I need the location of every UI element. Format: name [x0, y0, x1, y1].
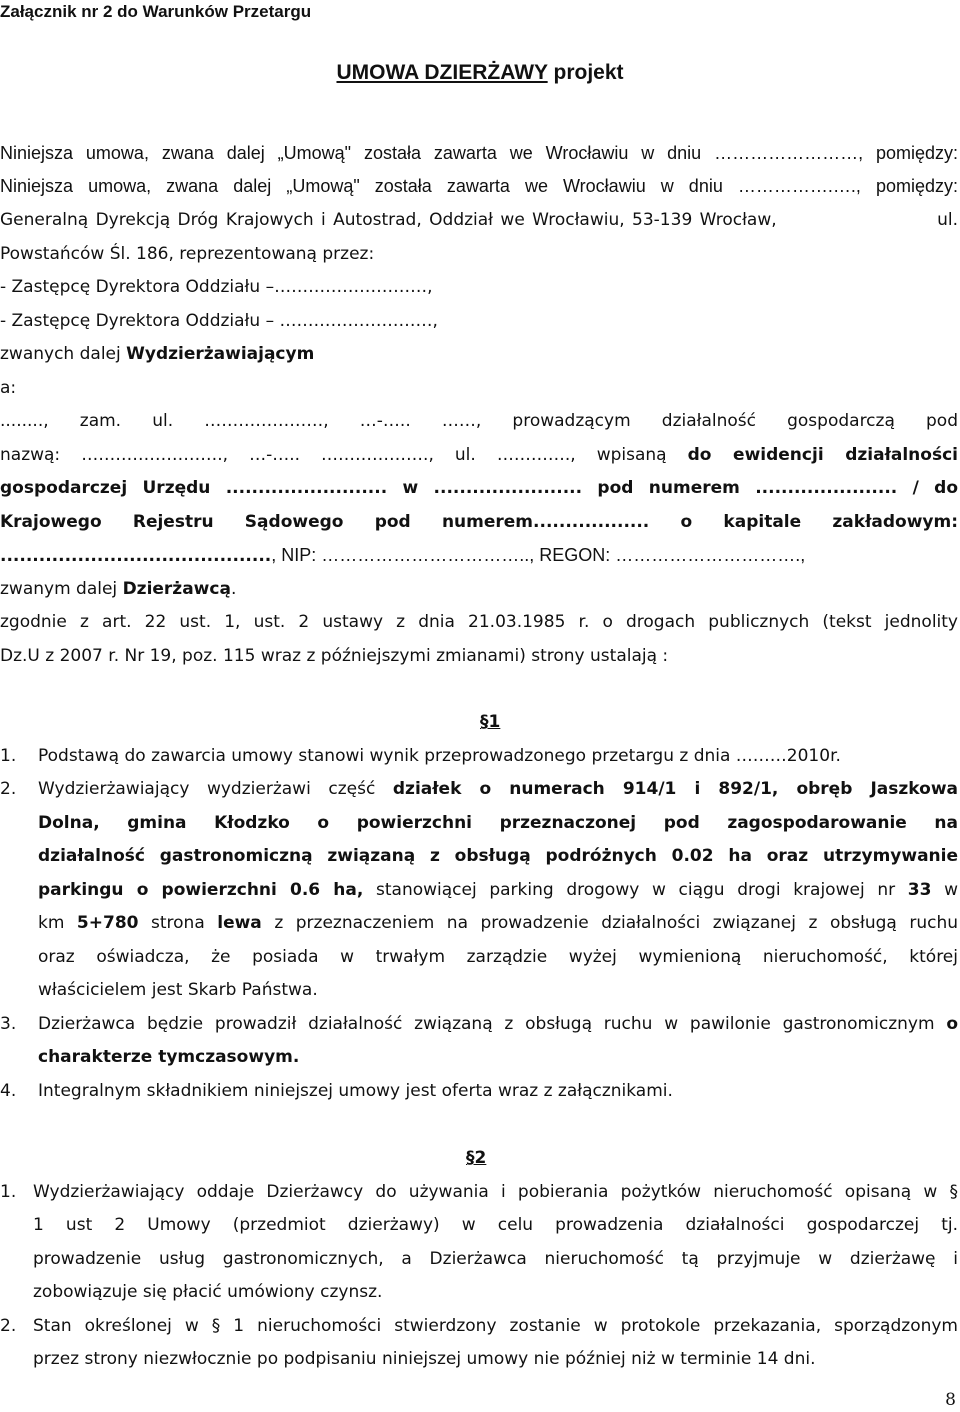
s2-item-1-num: 1. [0, 1182, 17, 1202]
s1-item-2-line-6: oraz oświadcza, że posiada w trwałym zarządzie wyżej wymienioną nieruchomość, której [38, 947, 958, 967]
s1-item-2-line-1 [38, 778, 958, 800]
party-line-6 [0, 578, 958, 600]
title-suffix: projekt [547, 61, 624, 84]
party-line-2 [0, 444, 958, 466]
s2-item-1-line-3: prowadzenie usług gastronomicznych, a Dzierżawca nieruchomość tą przyjmuje w dzierżawę i [33, 1249, 958, 1269]
party-line-2-text: nazwą: ……………………., …-….. ………………., ul. …………., wpisaną [0, 445, 688, 465]
s1-item-2-line-5-km: km [38, 913, 77, 933]
s2-item-1-line-1: Wydzierżawiający oddaje Dzierżawcy do używania i pobierania pożytków nieruchomość opisaną w § [33, 1182, 958, 1202]
s1-item-2-line-3: działalność gastronomiczną związaną z obsługą podróżnych 0.02 ha oraz utrzymywanie [38, 846, 958, 866]
party-line-7: zgodnie z art. 22 ust. 1, ust. 2 ustawy z dnia 21.03.1985 r. o drogach publicznych (tekst jednolity [0, 612, 958, 632]
intro-line-3-text: Generalną Dyrekcją Dróg Krajowych i Autostrad, Oddział we Wrocławiu, 53-139 Wrocław, [0, 210, 777, 230]
s1-item-3-line-1-bold: o [946, 1014, 958, 1034]
lessee-term: Dzierżawcą [122, 579, 231, 599]
intro-line-1: Niniejsza umowa, zwana dalej „Umową" została zawarta we Wrocławiu w dniu ……………………, pomiędzy: [0, 143, 958, 163]
s1-item-2-line-4-bold: parkingu o powierzchni 0.6 ha, [38, 880, 364, 900]
s1-item-2-line-4-end: w [931, 880, 958, 900]
page-number: 8 [945, 1390, 956, 1410]
s1-item-2-line-5-side: strona [138, 913, 218, 933]
intro-line-4: Powstańców Śl. 186, reprezentowaną przez: [0, 244, 375, 264]
party-line-2-bold: do ewidencji działalności [687, 445, 958, 465]
s1-item-2-line-1-text: Wydzierżawiający wydzierżawi część [38, 779, 393, 799]
s1-item-2-line-2: Dolna, gmina Kłodzko o powierzchni przeznaczonej pod zagospodarowanie na [38, 813, 958, 833]
s1-item-2-num: 2. [0, 779, 17, 799]
s2-item-2-line-1: Stan określonej w § 1 nieruchomości stwierdzony zostanie w protokole przekazania, sporządzonym [33, 1316, 958, 1336]
s2-item-1-line-4: zobowiązuje się płacić umówiony czynsz. [33, 1282, 383, 1302]
s1-item-2-line-5-text: z przeznaczeniem na prowadzenie działalności związanej z obsługą ruchu [261, 913, 958, 933]
party-line-5 [0, 544, 958, 567]
section-1-sign: §1 [480, 712, 501, 732]
party-line-3: gospodarczej Urzędu ......................... w ....................... pod numerem ...................... / do [0, 478, 958, 498]
intro-line-2: Niniejsza umowa, zwana dalej „Umową" została zawarta we Wrocławiu w dniu …………….…., pomiędzy: [0, 176, 958, 196]
s1-item-2-line-4 [38, 879, 958, 901]
s1-item-2-line-7: właścicielem jest Skarb Państwa. [38, 980, 318, 1000]
attachment-header: Załącznik nr 2 do Warunków Przetargu [0, 2, 312, 21]
party-line-5-text: , NIP: …………………………….., REGON: …………………………., [271, 545, 806, 565]
s1-item-3-num: 3. [0, 1014, 17, 1034]
intro-line-3-end: ul. [937, 210, 958, 230]
party-line-6-end: . [230, 579, 237, 599]
s2-item-2-num: 2. [0, 1316, 17, 1336]
s2-item-1-line-2: 1 ust 2 Umowy (przedmiot dzierżawy) w celu prowadzenia działalności gospodarczej tj. [33, 1215, 958, 1235]
s1-item-2-line-4-text: stanowiącej parking drogowy w ciągu drogi krajowej nr [363, 880, 908, 900]
s1-item-2-line-1-bold: działek o numerach 914/1 i 892/1, obręb Jaszkowa [392, 779, 958, 799]
party-line-4: Krajowego Rejestru Sądowego pod numerem.................. o kapitale zakładowym: [0, 512, 958, 532]
party-line-8: Dz.U z 2007 r. Nr 19, poz. 115 wraz z późniejszymi zmianami) strony ustalają : [0, 646, 669, 666]
s1-item-4-text: Integralnym składnikiem niniejszej umowy jest oferta wraz z załącznikami. [38, 1081, 673, 1101]
section-2-sign: §2 [466, 1148, 487, 1168]
intro-line-5: - Zastępcę Dyrektora Oddziału –………………………, [0, 277, 433, 297]
intro-line-7-text: zwanych dalej [0, 344, 127, 364]
party-line-6-text: zwanym dalej [0, 579, 123, 599]
side-value: lewa [217, 913, 262, 933]
s2-item-2-line-2: przez strony niezwłocznie po podpisaniu niniejszej umowy nie później niż w terminie 14 dni. [33, 1349, 816, 1369]
s1-item-4-num: 4. [0, 1081, 17, 1101]
party-line-5-dots: .......................................... [0, 546, 272, 566]
s1-item-1-text: Podstawą do zawarcia umowy stanowi wynik przeprowadzonego przetargu z dnia ………2010r. [38, 746, 841, 766]
intro-line-8: a: [0, 378, 17, 398]
s1-item-2-line-5 [38, 912, 958, 934]
title-main: UMOWA DZIERŻAWY [336, 61, 548, 84]
lessor-term: Wydzierżawiającym [126, 344, 315, 364]
s1-item-3-line-1 [38, 1013, 958, 1035]
road-number: 33 [907, 880, 932, 900]
s1-item-3-line-2: charakterze tymczasowym. [38, 1047, 300, 1067]
s1-item-1-num: 1. [0, 746, 17, 766]
party-line-1: ........, zam. ul. …………………, …-….. ……, prowadzącym działalność gospodarczą pod [0, 411, 958, 431]
intro-line-6: - Zastępcę Dyrektora Oddziału – ………………………, [0, 311, 438, 331]
intro-line-7 [0, 343, 958, 365]
s1-item-3-line-1-text: Dzierżawca będzie prowadził działalność związaną z obsługą ruchu w pawilonie gastronomicznym [38, 1014, 947, 1034]
km-value: 5+780 [76, 913, 139, 933]
document-title [0, 60, 960, 86]
